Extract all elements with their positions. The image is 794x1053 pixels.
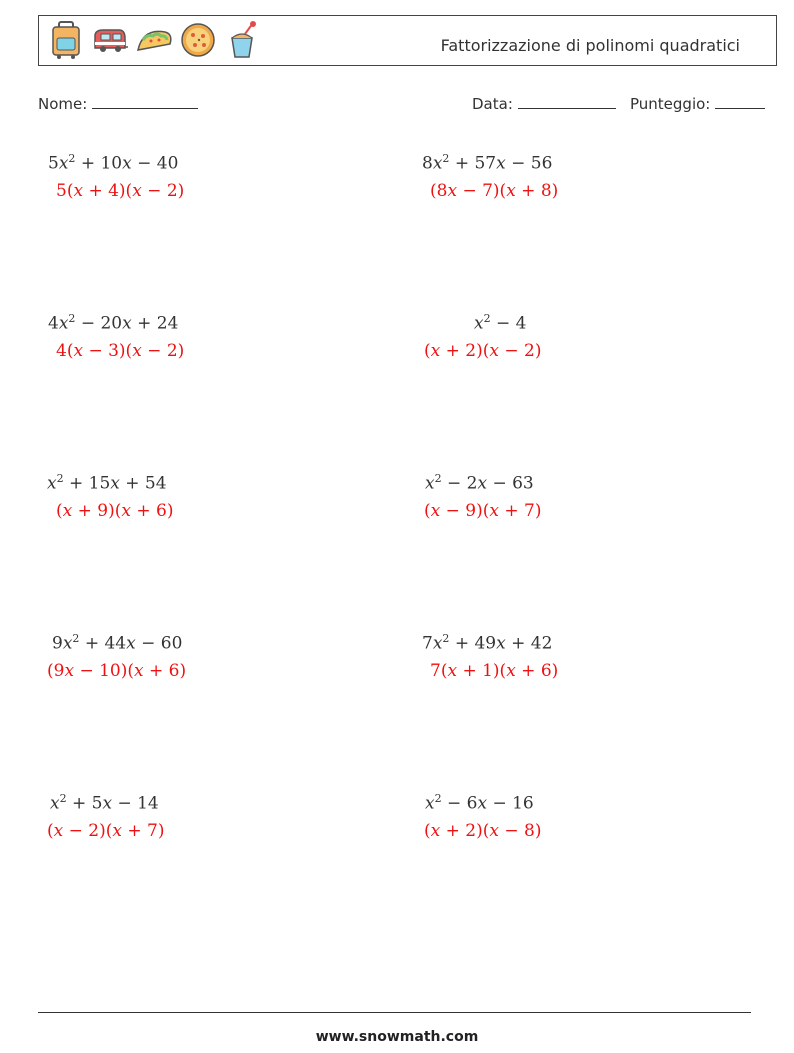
date-field	[472, 94, 616, 113]
answer: (x − 2)(x + 7)	[47, 821, 165, 841]
answer: 5(x + 4)(x − 2)	[56, 181, 185, 201]
header-icons	[47, 20, 261, 60]
answer: (x + 2)(x − 2)	[424, 341, 542, 361]
name-line[interactable]	[92, 94, 198, 109]
name-label: Nome:	[38, 95, 88, 113]
suitcase-icon	[47, 20, 85, 60]
worksheet-title: Fattorizzazione di polinomi quadratici	[440, 36, 740, 55]
answer: 7(x + 1)(x + 6)	[430, 661, 559, 681]
answer: (x − 9)(x + 7)	[424, 501, 542, 521]
problem-expression: $7x^2 + 49x + 42$	[422, 632, 553, 654]
problem-expression: $5x^2 + 10x - 40$	[48, 152, 179, 174]
taco-icon	[135, 20, 173, 60]
problem-expression: $x^2 - 6x - 16$	[425, 792, 534, 814]
footer-divider	[38, 1012, 751, 1013]
answer: 4(x − 3)(x − 2)	[56, 341, 185, 361]
problem-expression: $9x^2 + 44x - 60$	[52, 632, 183, 654]
worksheet-header	[38, 15, 777, 66]
sand-bucket-icon	[223, 20, 261, 60]
score-label: Punteggio:	[630, 95, 711, 113]
answer: (8x − 7)(x + 8)	[430, 181, 559, 201]
date-line[interactable]	[518, 94, 616, 109]
footer-url[interactable]: www.snowmath.com	[315, 1029, 479, 1045]
answer: (9x − 10)(x + 6)	[47, 661, 187, 681]
answer: (x + 2)(x − 8)	[424, 821, 542, 841]
answer: (x + 9)(x + 6)	[56, 501, 174, 521]
pizza-icon	[179, 20, 217, 60]
problem-expression: $x^2 - 4$	[474, 312, 527, 334]
problem-expression: $x^2 + 15x + 54$	[47, 472, 167, 494]
problem-expression: $4x^2 - 20x + 24$	[48, 312, 179, 334]
date-label: Data:	[472, 95, 513, 113]
problem-expression: $x^2 - 2x - 63$	[425, 472, 534, 494]
score-field	[630, 94, 765, 113]
problem-expression: $8x^2 + 57x - 56$	[422, 152, 553, 174]
camper-icon	[91, 20, 129, 60]
problem-expression: $x^2 + 5x - 14$	[50, 792, 159, 814]
name-field	[38, 94, 198, 113]
score-line[interactable]	[715, 94, 765, 109]
